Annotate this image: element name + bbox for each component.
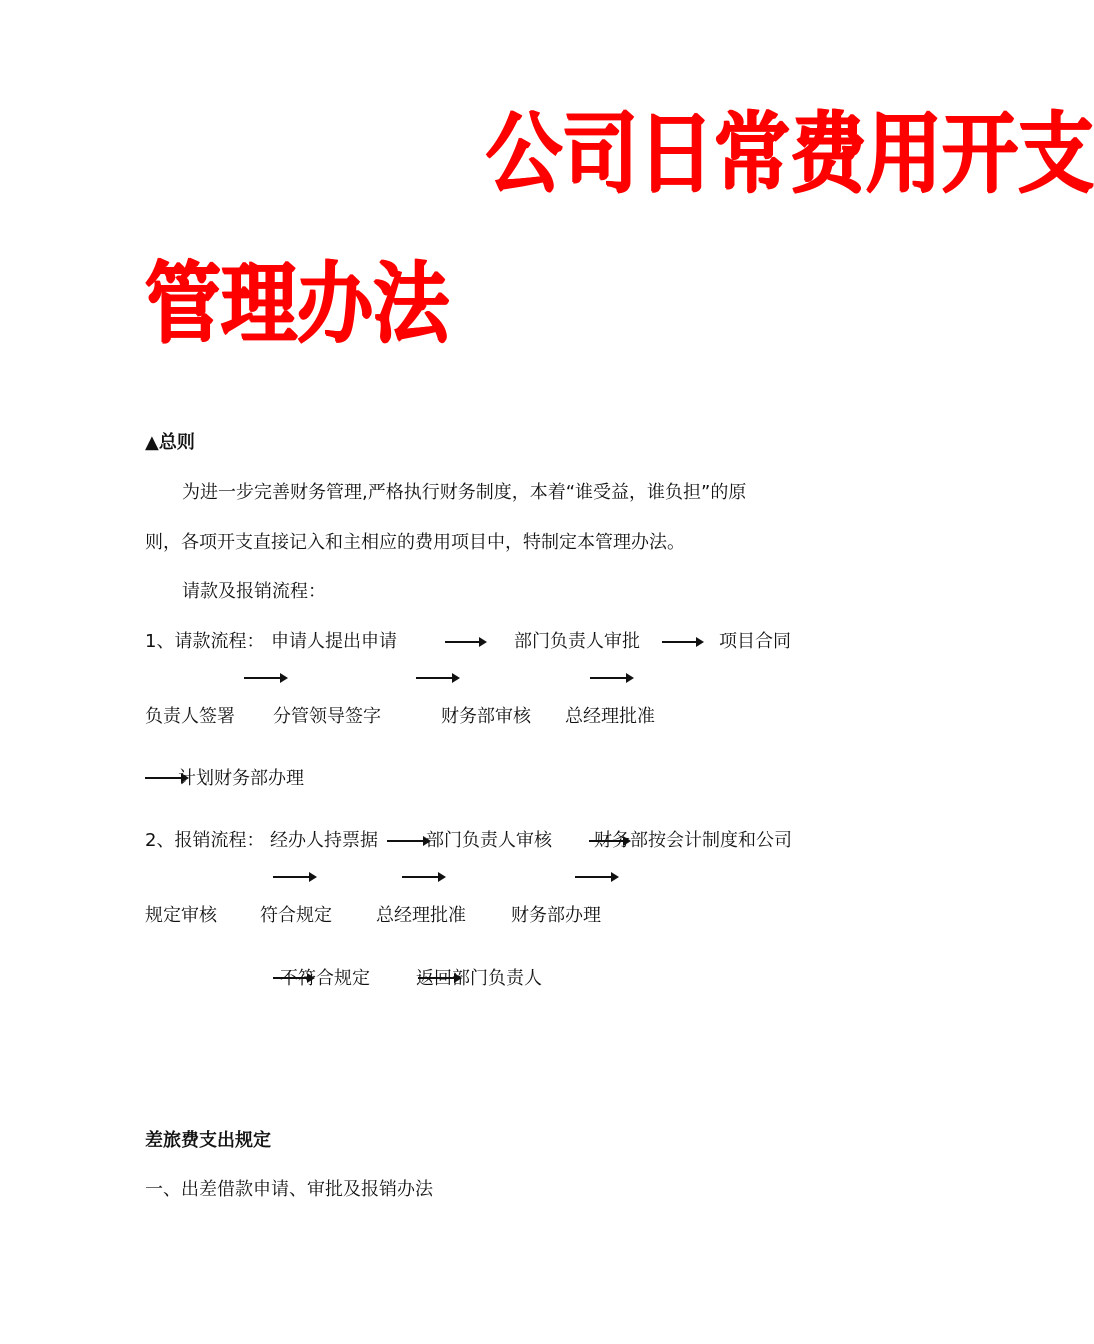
document-title-line1: 公司日常费用开支	[486, 102, 1094, 205]
flow-alt-result: 返回部门负责人	[416, 968, 542, 989]
flow-arrow	[416, 677, 458, 679]
flow-step: 计划财务部办理	[178, 768, 304, 789]
paragraph-line: 则，各项开支直接记入和主相应的费用项目中，特制定本管理办法。	[145, 532, 685, 553]
flow-step: 财务部按会计制度和公司	[594, 830, 792, 851]
flow-arrow	[273, 876, 315, 878]
section-heading-travel: 差旅费支出规定	[145, 1130, 271, 1151]
flow-step: 财务部审核	[441, 706, 531, 727]
flow-arrow	[445, 641, 485, 643]
flow-arrow	[662, 641, 702, 643]
flow-arrow	[590, 677, 632, 679]
flow-step: 部门负责人审批	[514, 631, 640, 652]
flow-intro: 请款及报销流程：	[182, 581, 326, 602]
flow-arrow	[244, 677, 286, 679]
section-item: 一、出差借款申请、审批及报销办法	[145, 1179, 433, 1200]
flow-arrow	[402, 876, 444, 878]
flow-arrow	[387, 840, 429, 842]
document-title-line2: 管理办法	[145, 252, 449, 355]
reimburse-flow-label: 2、报销流程：	[145, 830, 265, 851]
flow-step: 总经理批准	[565, 706, 655, 727]
request-flow-label: 1、请款流程：	[145, 631, 265, 652]
flow-step: 负责人签署	[145, 706, 235, 727]
flow-step: 项目合同	[719, 631, 791, 652]
flow-step: 符合规定	[260, 905, 332, 926]
flow-step: 部门负责人审核	[426, 830, 552, 851]
flow-alt-branch: 不符合规定	[280, 968, 370, 989]
section-heading-general: ▲总则	[145, 432, 195, 453]
flow-step: 财务部办理	[511, 905, 601, 926]
flow-step: 总经理批准	[376, 905, 466, 926]
flow-arrow	[575, 876, 617, 878]
flow-step: 分管领导签字	[273, 706, 381, 727]
flow-step: 经办人持票据	[270, 830, 378, 851]
flow-step: 规定审核	[145, 905, 217, 926]
paragraph-line: 为进一步完善财务管理,严格执行财务制度，本着“谁受益，谁负担”的原	[182, 482, 747, 503]
flow-step: 申请人提出申请	[271, 631, 397, 652]
